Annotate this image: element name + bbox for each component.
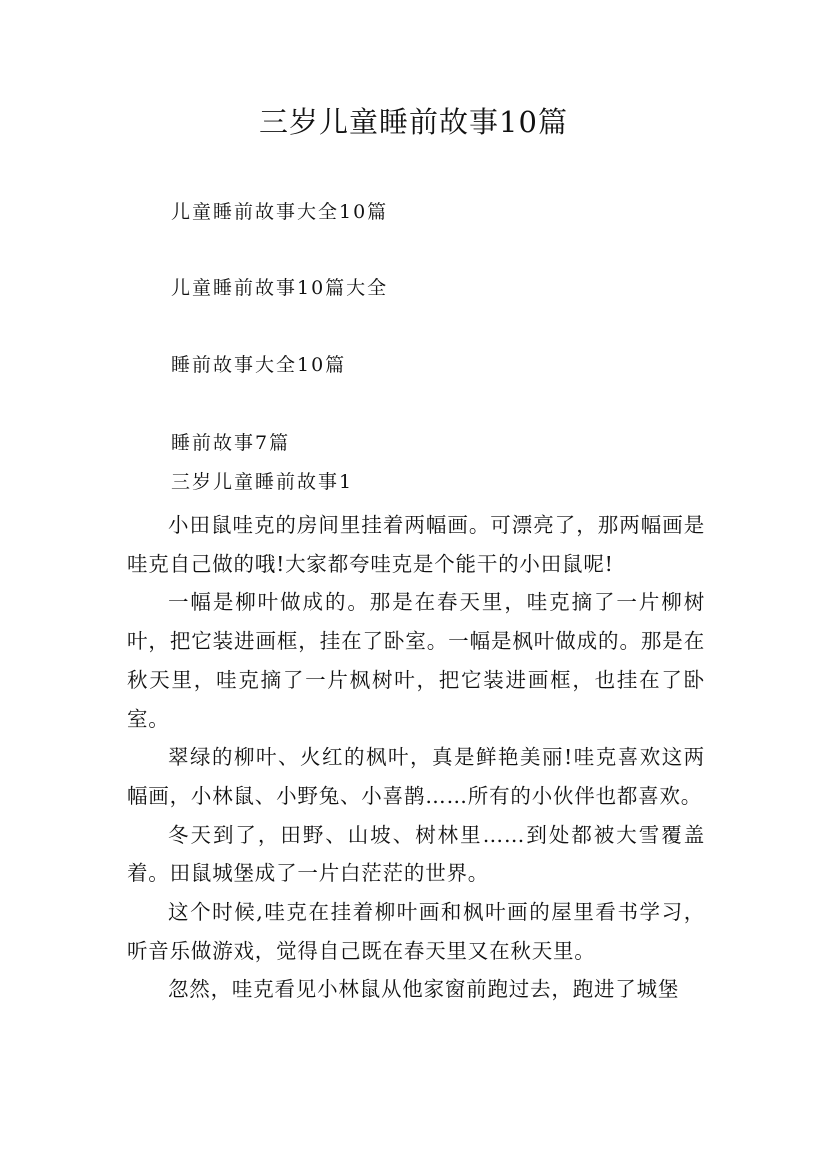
story-paragraph: 忽然，哇克看见小林鼠从他家窗前跑过去，跑进了城堡 <box>168 977 680 1002</box>
story-paragraph: 冬天到了，田野、山坡、树林里……到处都被大雪覆盖着。田鼠城堡成了一片白茫茫的世界。 <box>127 822 705 886</box>
story-paragraph: 这个时候,哇克在挂着柳叶画和枫叶画的屋里看书学习，听音乐做游戏，觉得自己既在春天里又在秋天里。 <box>127 900 705 963</box>
document-title: 三岁儿童睡前故事10篇 <box>259 105 568 139</box>
toc-item: 儿童睡前故事10篇大全 <box>171 277 389 299</box>
story-heading: 三岁儿童睡前故事1 <box>171 471 354 493</box>
story-paragraph: 翠绿的柳叶、火红的枫叶，真是鲜艳美丽!哇克喜欢这两幅画，小林鼠、小野兔、小喜鹊……所有的小伙伴也都喜欢。 <box>127 745 705 808</box>
toc-item: 睡前故事7篇 <box>171 432 291 454</box>
story-paragraph: 小田鼠哇克的房间里挂着两幅画。可漂亮了，那两幅画是哇克自己做的哦!大家都夸哇克是个能干的小田鼠呢! <box>127 513 705 576</box>
toc-item: 睡前故事大全10篇 <box>171 354 347 376</box>
toc-item: 儿童睡前故事大全10篇 <box>171 201 389 223</box>
story-paragraph: 一幅是柳叶做成的。那是在春天里，哇克摘了一片柳树叶，把它装进画框，挂在了卧室。一幅是枫叶做成的。那是在秋天里，哇克摘了一片枫树叶，把它装进画框，也挂在了卧室。 <box>127 590 705 731</box>
story-body <box>127 506 705 1009</box>
